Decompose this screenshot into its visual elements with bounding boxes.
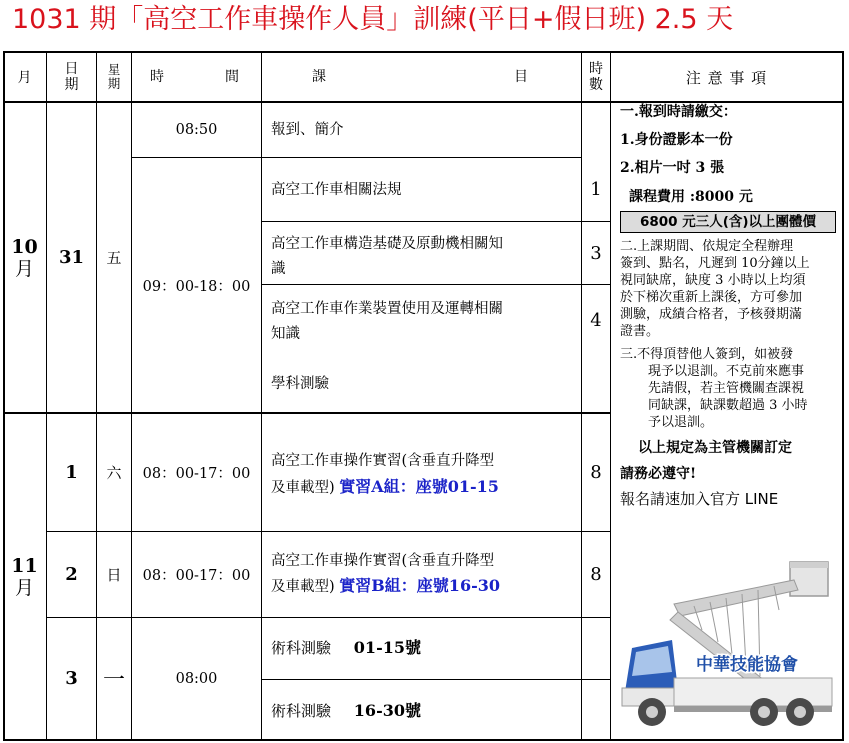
group-b: 實習B組：座號16-30 <box>339 576 500 595</box>
note-rule-2-l5: 測驗，成績合格者，予核發期滿 <box>620 307 803 322</box>
course-operation-l2: 知識 <box>271 326 300 342</box>
hours-regulations: 1 <box>590 179 602 200</box>
month-num: 10 <box>11 235 38 258</box>
header-time-a: 時 <box>150 69 164 85</box>
day-31: 31 <box>58 247 85 268</box>
header-hours-l2: 數 <box>589 77 603 93</box>
test-seats: 01-15號 <box>353 638 421 657</box>
note-fee: 課程費用 :8000 元 <box>629 189 753 205</box>
note-line: 報名請速加入官方 LINE <box>620 490 779 508</box>
note-rule-3-l3: 先請假，若主管機關查課視 <box>648 381 805 396</box>
note-must-comply: 請務必遵守! <box>620 466 697 482</box>
test-label: 術科測驗 <box>271 702 332 720</box>
header-time-b: 間 <box>225 69 239 85</box>
header-course-b: 目 <box>514 69 528 85</box>
course-checkin: 報到、簡介 <box>271 122 344 138</box>
note-rule-2-l1: 二.上課期間、依規定全程辦理 <box>620 239 794 254</box>
row-divider <box>261 679 611 680</box>
test-label: 術科測驗 <box>271 639 332 657</box>
col-divider <box>261 51 262 741</box>
header-day-l2: 期 <box>64 77 79 93</box>
logo-text: 中華技能協會 <box>696 655 798 675</box>
group-a: 實習A組：座號01-15 <box>339 477 499 496</box>
row-divider <box>261 221 611 222</box>
note-rule-3-l2: 現予以退訓。不克前來應事 <box>648 364 805 379</box>
month-november <box>3 414 46 739</box>
course-written-test: 學科測驗 <box>271 376 329 392</box>
note-rule-3-l4: 同缺課，缺課數超過 3 小時 <box>648 398 808 413</box>
course-practice-l2 <box>271 573 500 600</box>
header-notes: 注 意 事 項 <box>685 68 768 87</box>
header-hours-l1: 時 <box>589 61 603 77</box>
note-checkin-head: 一.報到時請繳交： <box>620 104 737 120</box>
day-1: 1 <box>65 462 78 483</box>
month-char: 月 <box>14 576 34 599</box>
note-rule-3-l1: 三.不得頂替他人簽到，如被發 <box>620 347 794 362</box>
note-rule-2-l4: 於下梯次重新上課後，方可參加 <box>620 290 803 305</box>
note-authority: 以上規定為主管機關訂定 <box>638 440 792 456</box>
time-checkin: 08:50 <box>175 122 218 138</box>
note-id-copy: 1.身份證影本一份 <box>620 132 733 148</box>
weekday-fri: 五 <box>106 249 122 267</box>
month-num: 11 <box>11 554 38 577</box>
hours-nov2: 8 <box>590 564 602 585</box>
test-seats: 16-30號 <box>353 701 421 720</box>
header-week-l2: 期 <box>107 76 121 91</box>
note-rule-3-l5: 予以退訓。 <box>648 415 714 430</box>
course-practice-l1: 高空工作車操作實習(含垂直升降型 <box>271 453 495 469</box>
course-practice-l2-text: 及車載型) <box>271 480 335 496</box>
month-char: 月 <box>14 257 34 280</box>
course-structure-l1: 高空工作車構造基礎及原動機相關知 <box>271 236 503 252</box>
practical-test-2 <box>271 698 421 724</box>
time-oct-session: 09：00-18：00 <box>142 278 251 295</box>
group-fee-badge: 6800 元三人(含)以上團體價 <box>620 211 836 233</box>
header-hours <box>582 53 610 101</box>
header-day-l1: 日 <box>64 61 79 77</box>
header-course-a: 課 <box>312 69 326 85</box>
page-title: 1031 期「高空工作車操作人員」訓練(平日+假日班) 2.5 天 <box>12 4 734 35</box>
weekday-mon: 一 <box>102 668 125 693</box>
row-divider <box>261 284 611 285</box>
col-divider <box>610 51 611 741</box>
note-photos: 2.相片一吋 3 張 <box>620 160 725 176</box>
note-rule-2-l3: 視同缺席，缺度 3 小時以上均須 <box>620 273 806 288</box>
hours-operation: 4 <box>590 309 602 331</box>
header-day <box>47 53 96 101</box>
day-2: 2 <box>65 564 78 585</box>
bucket-truck-icon <box>622 562 832 726</box>
weekday-sat: 六 <box>106 464 122 482</box>
time-nov3: 08:00 <box>175 670 218 687</box>
header-week-l1: 星 <box>107 62 121 77</box>
course-practice-l2-text: 及車載型) <box>271 579 335 595</box>
course-regulations: 高空工作車相關法規 <box>271 182 402 198</box>
weekday-sun: 日 <box>106 566 122 584</box>
course-practice-l1: 高空工作車操作實習(含垂直升降型 <box>271 553 495 569</box>
header-weekday <box>97 53 131 101</box>
note-rule-2-l6: 證書。 <box>620 324 660 339</box>
hours-nov1: 8 <box>590 462 602 483</box>
hours-structure: 3 <box>590 242 602 264</box>
course-practice-l2 <box>271 474 499 501</box>
month-october <box>3 103 46 412</box>
course-operation-l1: 高空工作車作業裝置使用及運轉相關 <box>271 301 503 317</box>
header-month: 月 <box>17 70 32 86</box>
course-structure-l2: 識 <box>271 261 286 277</box>
truck-illustration <box>614 560 840 736</box>
time-nov1: 08：00-17：00 <box>142 466 251 482</box>
practical-test-1 <box>271 635 421 661</box>
time-nov2: 08：00-17：00 <box>142 568 251 584</box>
col-divider <box>581 51 582 741</box>
note-rule-2-l2: 簽到、點名，凡遲到 10分鐘以上 <box>620 256 810 271</box>
day-3: 3 <box>65 668 78 689</box>
